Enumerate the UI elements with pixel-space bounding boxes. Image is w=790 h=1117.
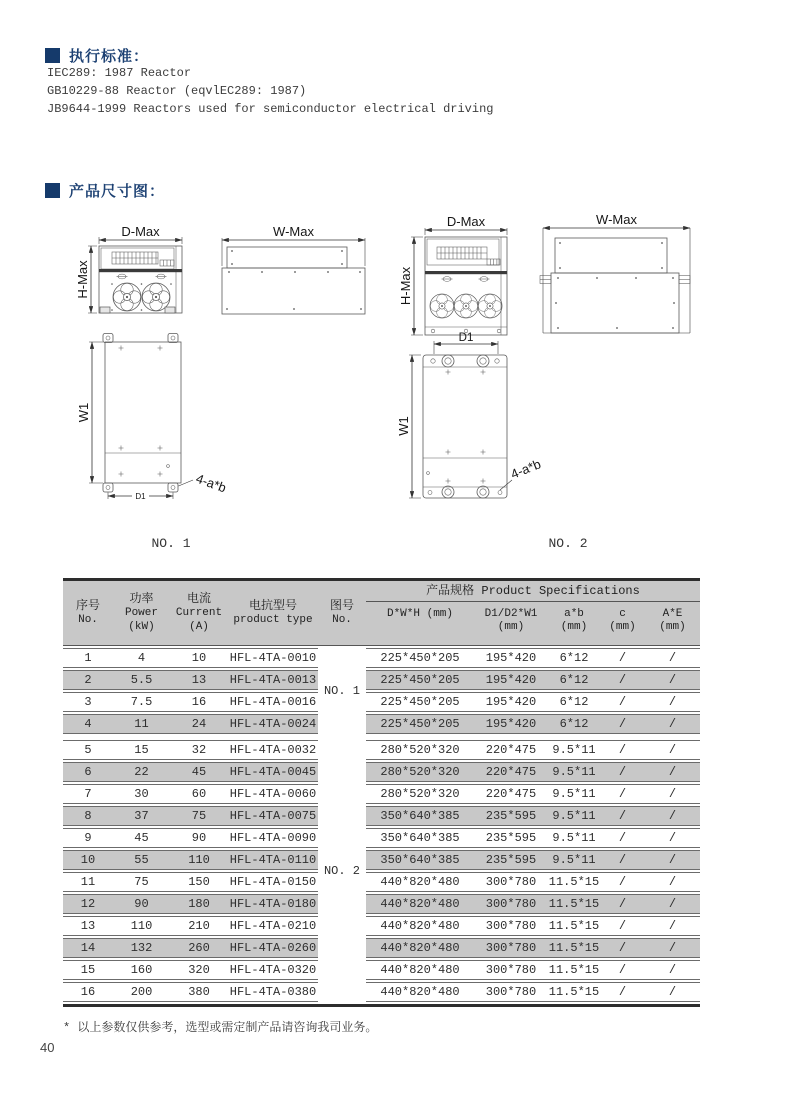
cell-type: HFL-4TA-0150 [229,875,317,889]
cell-dwh: 440*820*480 [380,985,460,999]
cell-no: 2 [84,673,92,687]
table-row [63,762,700,782]
cell-d1w1: 235*595 [485,831,537,845]
header-spec-group [366,581,700,645]
cell-ae: / [668,875,677,889]
cell-c: / [618,765,627,779]
fig-column-spacer [318,960,366,980]
cell-ab: 9.5*11 [552,853,596,867]
cell-dwh: 350*640*385 [380,853,460,867]
fig2-w1-label: W1 [396,416,411,436]
cell-dwh: 350*640*385 [380,831,460,845]
cell-d1w1: 300*780 [485,897,537,911]
figure1-bottom-view [76,334,228,502]
cell-dwh: 225*450*205 [380,717,460,731]
header-no: 序号 No. [75,599,100,626]
cell-current: 320 [188,963,210,977]
cell-power: 55 [134,853,149,867]
cell-c: / [618,897,627,911]
cell-ae: / [668,651,677,665]
table-row [63,894,700,914]
cell-no: 7 [84,787,92,801]
cell-no: 11 [80,875,96,889]
fig-column-spacer [318,982,366,1002]
cell-current: 180 [188,897,210,911]
cell-ab: 11.5*15 [548,941,600,955]
cell-ae: / [668,963,677,977]
fig-column-spacer [318,648,366,668]
cell-current: 150 [188,875,210,889]
fig-column-spacer [318,714,366,734]
cell-d1w1: 195*420 [485,673,537,687]
fig1-hmax-label: H-Max [75,260,90,299]
cell-ab: 6*12 [559,695,589,709]
cell-current: 16 [191,695,207,709]
cell-no: 4 [84,717,92,731]
cell-no: 10 [80,853,96,867]
cell-dwh: 280*520*320 [380,765,460,779]
cell-type: HFL-4TA-0060 [229,787,317,801]
cell-no: 16 [80,985,96,999]
standards-section-header [45,45,149,66]
cell-ae: / [668,673,677,687]
fig-column-spacer [318,916,366,936]
cell-power: 7.5 [130,695,153,709]
cell-ae: / [668,985,677,999]
table-row [63,714,700,734]
standard-line: GB10229-88 Reactor (eqvlEC289: 1987) [47,84,307,98]
header-ab: a*b (mm) [560,608,588,633]
cell-no: 15 [80,963,96,977]
fig2-wmax-label: W-Max [596,212,637,227]
cell-no: 1 [84,651,92,665]
cell-ae: / [668,853,677,867]
cell-ae: / [668,809,677,823]
standard-line: IEC289: 1987 Reactor [47,66,192,80]
cell-type: HFL-4TA-0380 [229,985,317,999]
fig-column-spacer [318,806,366,826]
dimension-drawings [0,200,790,560]
fig-column-spacer [318,762,366,782]
section-marker-icon [45,48,60,63]
cell-dwh: 440*820*480 [380,919,460,933]
cell-dwh: 280*520*320 [380,743,460,757]
cell-power: 110 [130,919,153,933]
spec-table [63,578,700,1007]
header-dwh: D*W*H (mm) [386,608,453,620]
table-row [63,670,700,690]
header-d1w1: D1/D2*W1 (mm) [484,608,538,633]
cell-power: 4 [137,651,146,665]
fig1-w1-label: W1 [76,402,91,423]
header-fig: 图号 No. [329,599,354,626]
cell-d1w1: 235*595 [485,809,537,823]
cell-ae: / [668,919,677,933]
table-row [63,872,700,892]
figure1-front-view [75,224,182,313]
fig-column-spacer [318,894,366,914]
cell-d1w1: 195*420 [485,695,537,709]
cell-ae: / [668,765,677,779]
header-type: 电抗型号 product type [233,599,313,626]
figure1-side-view [222,224,365,314]
cell-ab: 9.5*11 [552,787,596,801]
cell-no: 5 [84,743,92,757]
cell-current: 24 [191,717,207,731]
cell-ae: / [668,695,677,709]
standards-list [47,64,493,118]
cell-dwh: 225*450*205 [380,673,460,687]
cell-type: HFL-4TA-0010 [229,651,317,665]
fig2-dmax-label: D-Max [446,214,486,229]
table-row [63,784,700,804]
dimensions-section-header [45,180,165,201]
fig-column-spacer [318,740,366,760]
cell-ae: / [668,743,677,757]
cell-no: 6 [84,765,92,779]
table-row [63,740,700,760]
cell-dwh: 440*820*480 [380,941,460,955]
cell-c: / [618,985,627,999]
table-row [63,828,700,848]
cell-ab: 11.5*15 [548,919,600,933]
cell-ae: / [668,831,677,845]
cell-dwh: 280*520*320 [380,787,460,801]
cell-c: / [618,809,627,823]
cell-current: 60 [191,787,207,801]
footnote: * 以上参数仅供参考，选型或需定制产品请咨询我司业务。 [63,1021,378,1035]
cell-type: HFL-4TA-0075 [229,809,317,823]
figure2-caption: NO. 2 [548,536,588,551]
section-marker-icon [45,183,60,198]
cell-c: / [618,717,627,731]
cell-current: 380 [188,985,210,999]
cell-current: 10 [191,651,207,665]
fig-group-label-2: NO. 2 [323,864,360,878]
table-row [63,960,700,980]
header-ae: A*E (mm) [659,608,686,633]
cell-ab: 11.5*15 [548,875,600,889]
table-row [63,938,700,958]
cell-ab: 9.5*11 [552,831,596,845]
cell-type: HFL-4TA-0016 [229,695,317,709]
cell-d1w1: 195*420 [485,717,537,731]
cell-ab: 6*12 [559,673,589,687]
cell-type: HFL-4TA-0210 [229,919,317,933]
cell-ab: 6*12 [559,717,589,731]
cell-power: 45 [134,831,149,845]
cell-d1w1: 300*780 [485,941,537,955]
cell-type: HFL-4TA-0090 [229,831,317,845]
cell-no: 8 [84,809,92,823]
page-number: 40 [40,1040,55,1055]
cell-current: 90 [191,831,207,845]
cell-c: / [618,963,627,977]
table-row [63,692,700,712]
table-row [63,806,700,826]
cell-ae: / [668,897,677,911]
figure1-caption: NO. 1 [151,536,191,551]
cell-d1w1: 220*475 [485,743,537,757]
cell-current: 45 [191,765,207,779]
cell-c: / [618,919,627,933]
cell-type: HFL-4TA-0045 [229,765,317,779]
header-power: 功率 Power (kW) [124,592,158,633]
header-current: 电流 Current (A) [175,592,223,633]
cell-c: / [618,695,627,709]
cell-power: 160 [130,963,153,977]
cell-ab: 11.5*15 [548,897,600,911]
cell-ae: / [668,717,677,731]
cell-no: 9 [84,831,92,845]
table-bottom-border [63,1004,700,1007]
fig1-holes-label: 4-a*b [193,470,229,496]
cell-d1w1: 300*780 [485,875,537,889]
cell-c: / [618,651,627,665]
cell-type: HFL-4TA-0024 [229,717,317,731]
cell-type: HFL-4TA-0320 [229,963,317,977]
cell-power: 200 [130,985,153,999]
cell-d1w1: 235*595 [485,853,537,867]
cell-no: 12 [80,897,96,911]
fig2-hmax-label: H-Max [398,266,413,306]
cell-ab: 9.5*11 [552,743,596,757]
figure2-bottom-view [396,332,543,498]
fig2-d1-label: D1 [458,332,474,344]
cell-type: HFL-4TA-0110 [229,853,317,867]
cell-d1w1: 300*780 [485,919,537,933]
cell-current: 110 [188,853,210,867]
fig1-wmax-label: W-Max [273,224,314,239]
cell-power: 11 [134,717,149,731]
cell-c: / [618,853,627,867]
cell-d1w1: 220*475 [485,765,537,779]
cell-dwh: 225*450*205 [380,695,460,709]
cell-no: 3 [84,695,92,709]
cell-no: 13 [80,919,96,933]
cell-c: / [618,875,627,889]
table-body [63,648,700,1002]
cell-ae: / [668,787,677,801]
table-row [63,982,700,1002]
cell-type: HFL-4TA-0013 [229,673,317,687]
cell-dwh: 440*820*480 [380,875,460,889]
cell-no: 14 [80,941,96,955]
cell-ae: / [668,941,677,955]
fig1-dmax-label: D-Max [121,224,160,239]
figure2-front-view [398,214,507,335]
cell-power: 22 [134,765,149,779]
cell-power: 15 [134,743,149,757]
cell-d1w1: 300*780 [485,963,537,977]
cell-dwh: 440*820*480 [380,963,460,977]
cell-current: 260 [188,941,210,955]
cell-type: HFL-4TA-0260 [229,941,317,955]
cell-power: 37 [134,809,149,823]
table-row [63,648,700,668]
cell-c: / [618,831,627,845]
fig-column-spacer [318,828,366,848]
standard-line: JB9644-1999 Reactors used for semiconductor electrical driving [47,102,494,116]
cell-power: 30 [134,787,149,801]
table-row [63,850,700,870]
cell-ab: 11.5*15 [548,985,600,999]
spec-group-title: 产品规格 Product Specifications [366,581,700,602]
fig2-holes-label: 4-a*b [508,456,543,482]
fig-column-spacer [318,938,366,958]
cell-d1w1: 300*780 [485,985,537,999]
cell-c: / [618,787,627,801]
cell-ab: 9.5*11 [552,765,596,779]
header-c: c (mm) [609,608,636,633]
cell-d1w1: 220*475 [485,787,537,801]
standards-section-title: 执行标准： [69,48,150,65]
cell-current: 32 [191,743,207,757]
table-header [63,581,700,646]
cell-c: / [618,941,627,955]
cell-ab: 6*12 [559,651,589,665]
cell-c: / [618,673,627,687]
cell-dwh: 225*450*205 [380,651,460,665]
cell-c: / [618,743,627,757]
cell-type: HFL-4TA-0180 [229,897,317,911]
cell-type: HFL-4TA-0032 [229,743,317,757]
cell-ab: 9.5*11 [552,809,596,823]
cell-power: 90 [134,897,149,911]
dimensions-section-title: 产品尺寸图： [69,183,166,200]
fig-column-spacer [318,784,366,804]
cell-dwh: 350*640*385 [380,809,460,823]
cell-ab: 11.5*15 [548,963,600,977]
table-row [63,916,700,936]
cell-power: 132 [130,941,153,955]
cell-power: 75 [134,875,149,889]
cell-dwh: 440*820*480 [380,897,460,911]
cell-power: 5.5 [130,673,153,687]
fig-group-label-1: NO. 1 [323,684,360,698]
cell-current: 13 [191,673,207,687]
cell-d1w1: 195*420 [485,651,537,665]
fig1-d1-label: D1 [135,492,146,501]
cell-current: 75 [191,809,207,823]
cell-current: 210 [188,919,210,933]
figure2-side-view [540,212,690,333]
